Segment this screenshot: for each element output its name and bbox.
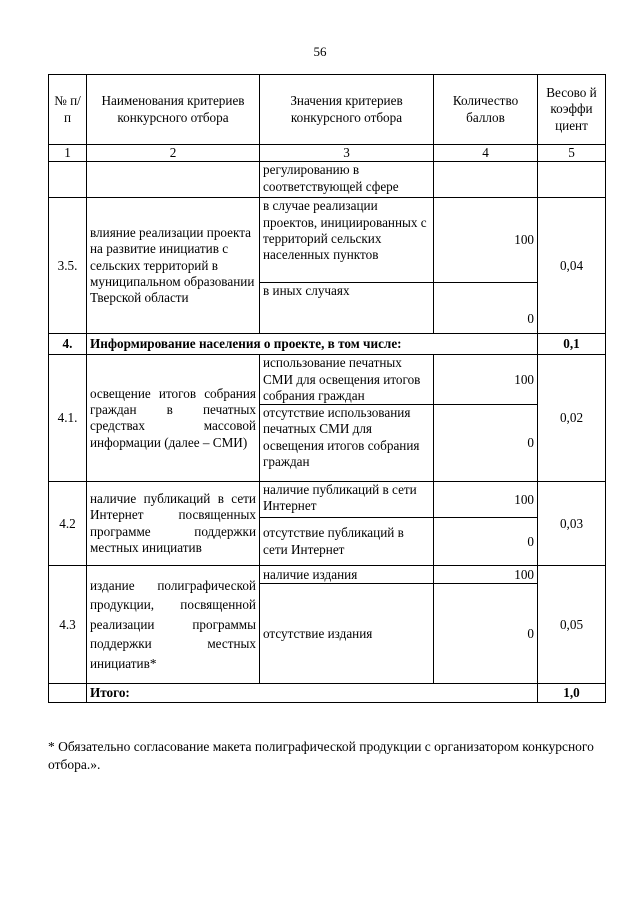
total-weight: 1,0	[538, 684, 606, 703]
criterion-name: издание полиграфической продукции, посвященной реализации программы поддержки местных инициатив*	[87, 566, 260, 684]
table-row	[49, 198, 606, 283]
section-title: Информирование населения о проекте, в том числе:	[87, 334, 538, 355]
criterion-value: регулированию в соответствующей сфере	[260, 162, 434, 198]
score: 0	[434, 283, 538, 334]
criterion-name: наличие публикаций в сети Интернет посвященных программе поддержки местных инициатив	[87, 482, 260, 566]
score: 0	[434, 584, 538, 684]
row-number: 4.2	[49, 482, 87, 566]
header-score: Количество баллов	[434, 75, 538, 145]
table-row	[49, 482, 606, 518]
header-row	[49, 75, 606, 145]
score: 100	[434, 355, 538, 405]
section-row	[49, 334, 606, 355]
total-label: Итого:	[87, 684, 538, 703]
row-number: 4.1.	[49, 355, 87, 482]
column-number: 4	[434, 145, 538, 162]
criterion-value: наличие публикаций в сети Интернет	[260, 482, 434, 518]
row-number: 4.	[49, 334, 87, 355]
header-weight: Весово й коэффи циент	[538, 75, 606, 145]
column-number: 1	[49, 145, 87, 162]
score: 100	[434, 482, 538, 518]
criterion-value: отсутствие использования печатных СМИ для освещения итогов собрания граждан	[260, 405, 434, 482]
header-num: № п/п	[49, 75, 87, 145]
criterion-value: наличие издания	[260, 566, 434, 584]
criterion-value: отсутствие публикаций в сети Интернет	[260, 518, 434, 566]
header-value: Значения критериев конкурсного отбора	[260, 75, 434, 145]
score: 100	[434, 198, 538, 283]
footnote: * Обязательно согласование макета полиграфической продукции с организатором конкурсного отбора.».	[48, 739, 594, 772]
column-number: 5	[538, 145, 606, 162]
total-row	[49, 684, 606, 703]
criterion-value: в иных случаях	[260, 283, 434, 334]
score: 100	[434, 566, 538, 584]
weight: 0,02	[538, 355, 606, 482]
table-row	[49, 566, 606, 584]
criterion-name: освещение итогов собрания граждан в печатных средствах массовой информации (далее – СМИ)	[87, 355, 260, 482]
row-number: 3.5.	[49, 198, 87, 334]
criterion-value: отсутствие издания	[260, 584, 434, 684]
criterion-value: использование печатных СМИ для освещения итогов собрания граждан	[260, 355, 434, 405]
score: 0	[434, 518, 538, 566]
criterion-value: в случае реализации проектов, инициированных с территорий сельских населенных пунктов	[260, 198, 434, 283]
header-name: Наименования критериев конкурсного отбора	[87, 75, 260, 145]
column-numbers-row	[49, 145, 606, 162]
weight: 0,03	[538, 482, 606, 566]
row-number: 4.3	[49, 566, 87, 684]
weight: 0,04	[538, 198, 606, 334]
score: 0	[434, 405, 538, 482]
weight: 0,05	[538, 566, 606, 684]
criterion-name: влияние реализации проекта на развитие инициатив с сельских территорий в муниципальном образовании Тверской области	[87, 198, 260, 334]
weight: 0,1	[538, 334, 606, 355]
column-number: 3	[260, 145, 434, 162]
page-number: 56	[313, 44, 327, 59]
criteria-table	[48, 74, 606, 703]
column-number: 2	[87, 145, 260, 162]
table-row	[49, 162, 606, 198]
table-row	[49, 355, 606, 405]
